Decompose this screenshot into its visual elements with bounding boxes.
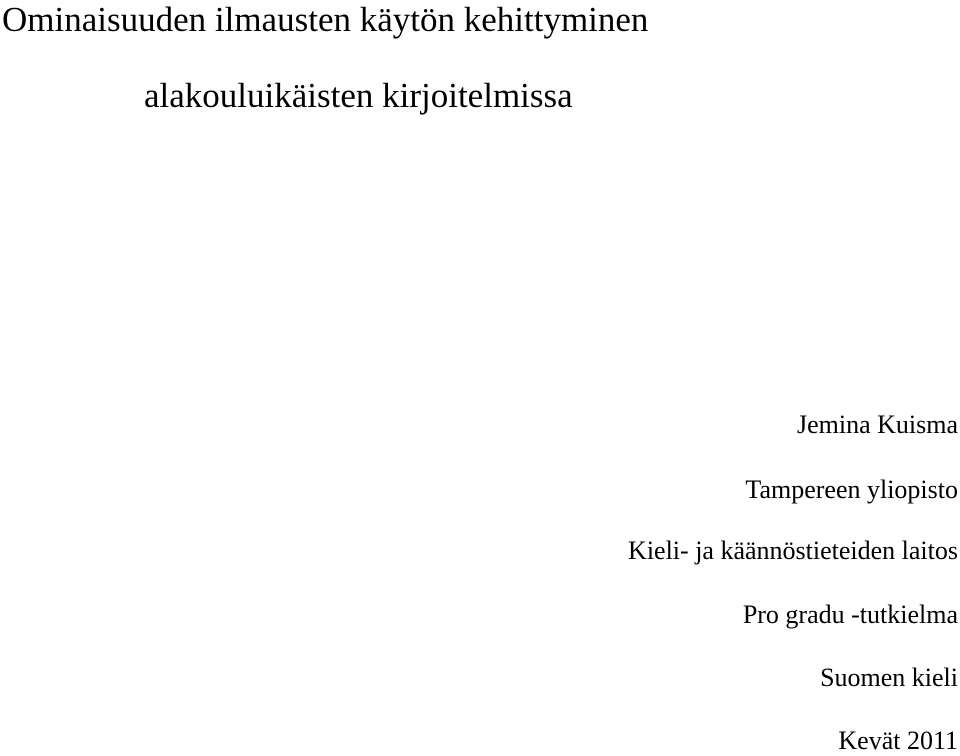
thesis-title-line-1: Ominaisuuden ilmausten käytön kehittyminen	[2, 0, 649, 39]
thesis-type: Pro gradu -tutkielma	[742, 600, 958, 629]
submission-date: Kevät 2011	[838, 726, 958, 755]
subject-name: Suomen kieli	[820, 663, 958, 692]
department-name: Kieli- ja käännöstieteiden laitos	[628, 536, 958, 565]
university-name: Tampereen yliopisto	[745, 475, 958, 504]
thesis-title-line-2: alakouluikäisten kirjoitelmissa	[144, 76, 573, 115]
author-name: Jemina Kuisma	[796, 410, 958, 439]
